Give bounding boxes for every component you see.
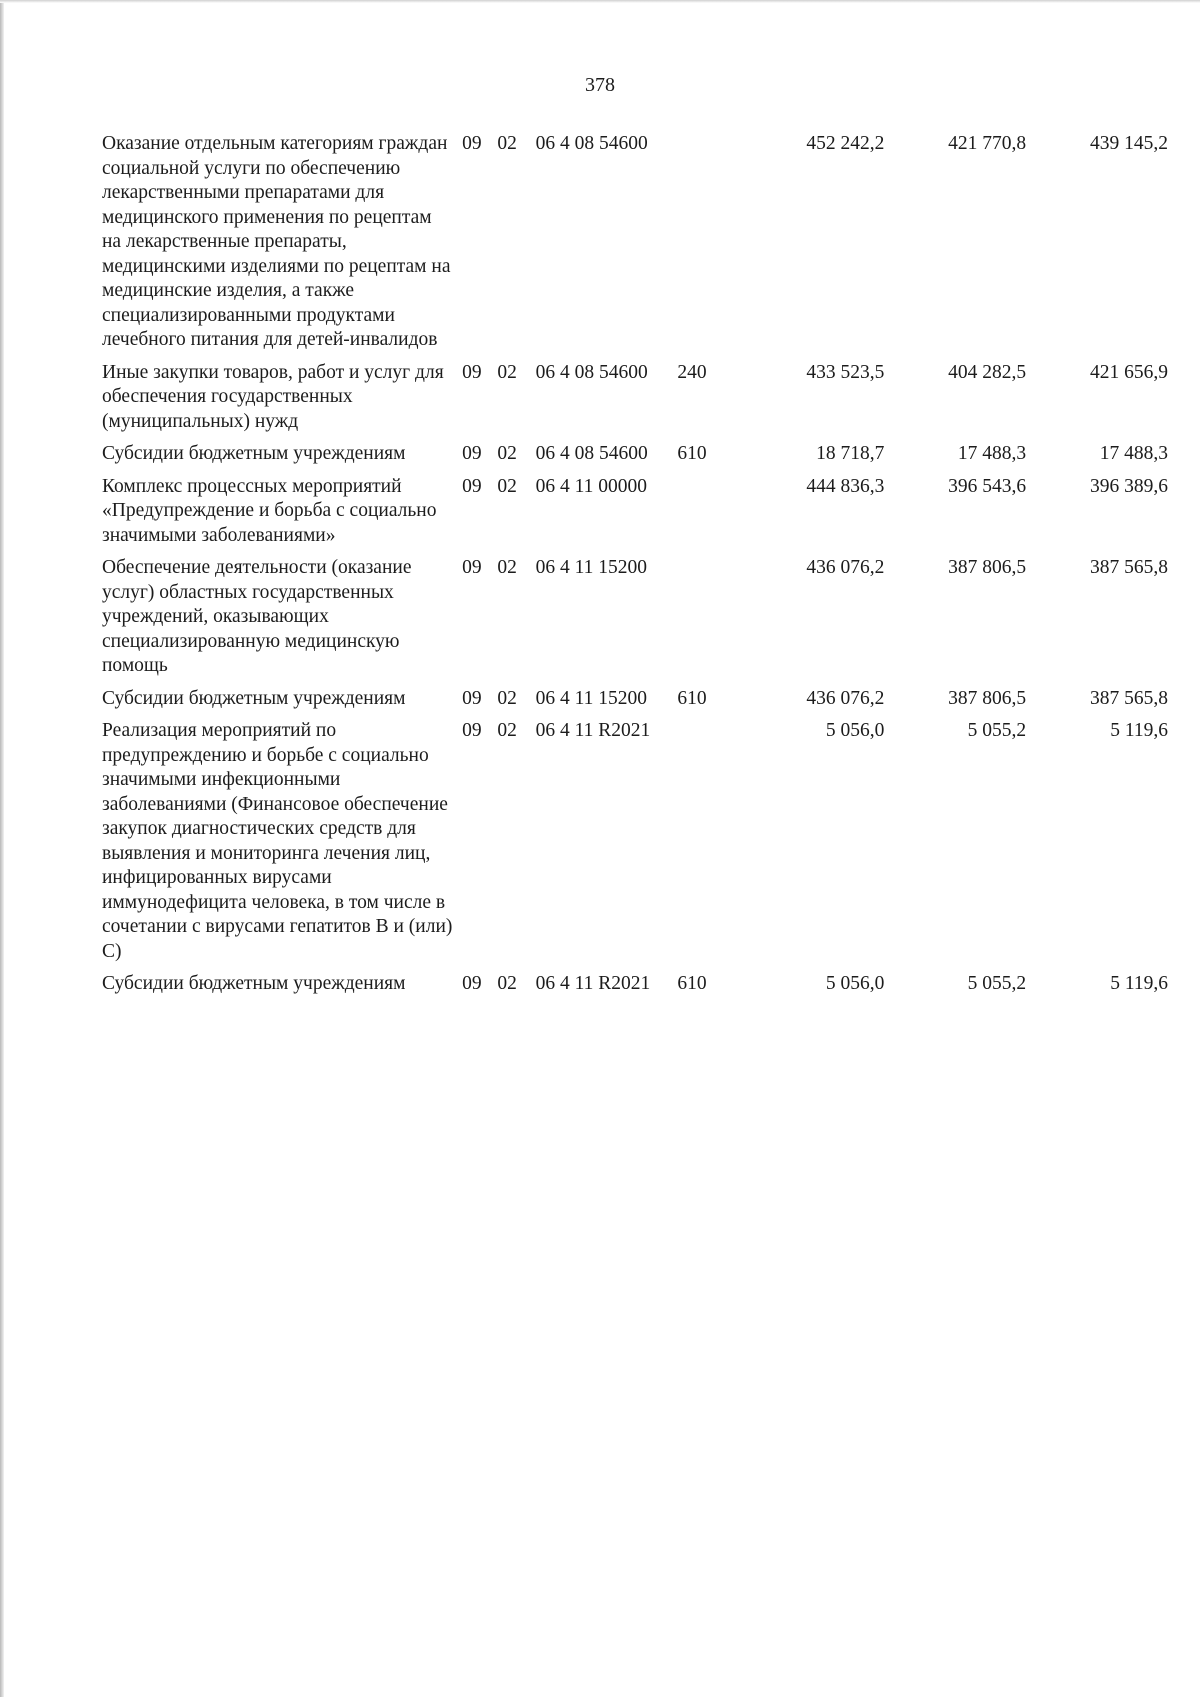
table-row: [102, 361, 1168, 443]
row-subsection: 02: [497, 557, 517, 578]
table-row: [102, 556, 1168, 687]
row-value-1: 436 076,2: [806, 687, 885, 709]
row-value-3: 387 565,8: [1090, 557, 1168, 578]
row-section: 09: [462, 133, 482, 154]
budget-table-body: [102, 132, 1168, 1005]
row-name: Иные закупки товаров, работ и услуг для обеспечения государственных (муниципальных) нужд: [102, 361, 444, 432]
table-row: [102, 719, 1168, 972]
row-subsection: 02: [497, 720, 517, 741]
row-expense-type: 610: [677, 443, 707, 464]
row-value-2: 421 770,8: [948, 133, 1027, 154]
row-section: 09: [462, 720, 482, 741]
row-subsection: 02: [497, 475, 517, 497]
row-value-2: 404 282,5: [948, 361, 1027, 383]
row-value-1: 18 718,7: [816, 443, 885, 464]
row-value-3: 439 145,2: [1090, 133, 1168, 154]
row-section: 09: [462, 361, 482, 383]
row-name: Субсидии бюджетным учреждениям: [102, 687, 406, 709]
row-value-3: 387 565,8: [1090, 687, 1168, 709]
row-target-code: 06 4 11 15200: [535, 557, 648, 578]
row-value-1: 433 523,5: [806, 361, 885, 383]
row-name: Обеспечение деятельности (оказание услуг) областных государственных учреждений, оказывающих специализированную медицинскую помощь: [102, 557, 412, 676]
row-value-3: 17 488,3: [1099, 443, 1168, 464]
row-value-1: 5 056,0: [825, 720, 885, 741]
row-expense-type: [677, 556, 724, 687]
row-expense-type: 240: [677, 361, 707, 383]
table-row: [102, 442, 1168, 475]
row-name: Комплекс процессных мероприятий «Предупреждение и борьба с социально значимыми заболеваниями»: [102, 475, 437, 546]
row-value-3: 5 119,6: [1110, 720, 1168, 741]
row-name: Оказание отдельным категориям граждан социальной услуги по обеспечению лекарственными препаратами для медицинского применения по рецептам на лекарственные препараты, медицинскими изделиями по рецептам на медицинские изделия, а также специализированными продуктами лечебного питания для детей-инвалидов: [102, 133, 451, 350]
row-name: Субсидии бюджетным учреждениям: [102, 443, 406, 464]
row-value-2: 17 488,3: [957, 443, 1027, 464]
row-subsection: 02: [497, 973, 517, 994]
table-row: [102, 132, 1168, 361]
row-section: 09: [462, 443, 482, 464]
row-value-1: 452 242,2: [806, 133, 885, 154]
row-target-code: 06 4 11 15200: [535, 687, 648, 709]
row-value-1: 436 076,2: [806, 557, 885, 578]
row-section: 09: [462, 557, 482, 578]
table-row: [102, 972, 1168, 1005]
row-name: Реализация мероприятий по предупреждению и борьбе с социально значимыми инфекционными заболеваниями (Финансовое обеспечение закупок диагностических средств для выявления и мониторинга лечения лиц, инфицированных вирусами иммунодефицита человека, в том числе в сочетании с вирусами гепатитов B и (или) C): [102, 720, 453, 962]
row-target-code: 06 4 08 54600: [535, 361, 648, 383]
row-target-code: 06 4 11 R2021: [535, 720, 651, 741]
row-target-code: 06 4 11 00000: [535, 475, 648, 497]
row-name: Субсидии бюджетным учреждениям: [102, 973, 406, 994]
table-row: [102, 475, 1168, 557]
row-value-3: 5 119,6: [1110, 973, 1168, 994]
row-value-1: 444 836,3: [806, 475, 885, 497]
page-number: 378: [585, 74, 615, 96]
scan-shadow-top: [0, 0, 1200, 3]
row-section: 09: [462, 475, 482, 497]
budget-table: [102, 132, 1168, 1005]
row-value-3: 421 656,9: [1090, 361, 1168, 383]
row-subsection: 02: [497, 361, 517, 383]
row-expense-type: [677, 132, 724, 361]
row-expense-type: [677, 475, 724, 557]
row-value-2: 396 543,6: [948, 475, 1027, 497]
row-subsection: 02: [497, 687, 517, 709]
row-value-2: 5 055,2: [967, 720, 1027, 741]
row-target-code: 06 4 08 54600: [535, 443, 648, 464]
row-expense-type: 610: [677, 973, 707, 994]
row-subsection: 02: [497, 133, 517, 154]
row-target-code: 06 4 08 54600: [535, 133, 648, 154]
row-subsection: 02: [497, 443, 517, 464]
row-expense-type: [677, 719, 724, 972]
row-value-3: 396 389,6: [1090, 475, 1168, 497]
row-value-2: 5 055,2: [967, 973, 1027, 994]
row-value-2: 387 806,5: [948, 687, 1027, 709]
row-value-2: 387 806,5: [948, 557, 1027, 578]
scan-shadow-left: [0, 0, 4, 1697]
row-expense-type: 610: [677, 687, 707, 709]
table-row: [102, 687, 1168, 720]
row-value-1: 5 056,0: [825, 973, 885, 994]
row-section: 09: [462, 687, 482, 709]
row-section: 09: [462, 973, 482, 994]
row-target-code: 06 4 11 R2021: [535, 973, 651, 994]
